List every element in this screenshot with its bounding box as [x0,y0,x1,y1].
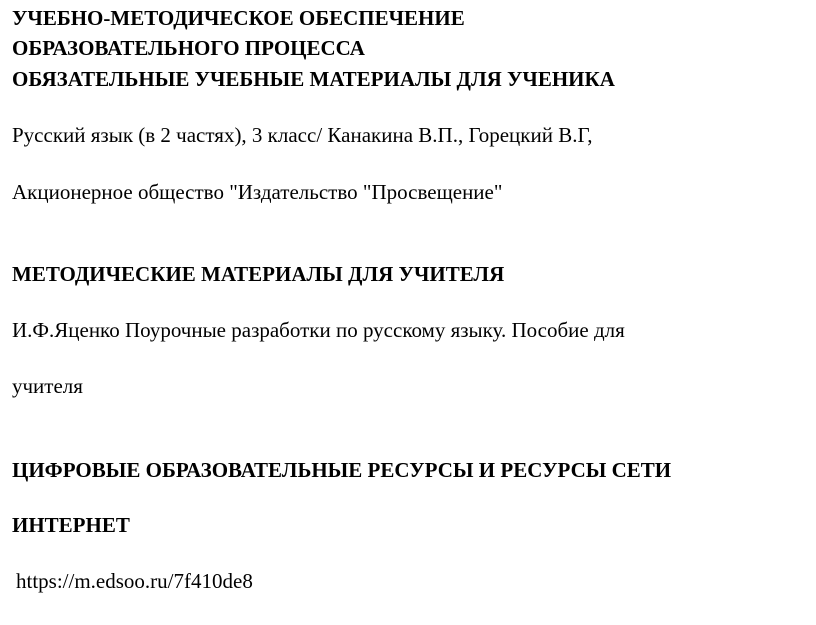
student-textbook-line-2: Акционерное общество "Издательство "Просвещение" [12,180,503,204]
teacher-materials-heading: МЕТОДИЧЕСКИЕ МАТЕРИАЛЫ ДЛЯ УЧИТЕЛЯ [12,262,505,286]
digital-resources-heading-line-1: ЦИФРОВЫЕ ОБРАЗОВАТЕЛЬНЫЕ РЕСУРСЫ И РЕСУРСЫ СЕТИ [12,458,672,482]
teacher-material-line-2: учителя [12,374,83,398]
section-heading-line-2: ОБРАЗОВАТЕЛЬНОГО ПРОЦЕССА [12,36,365,60]
teacher-material-line-1: И.Ф.Яценко Поурочные разработки по русскому языку. Пособие для [12,318,625,342]
student-materials-heading: ОБЯЗАТЕЛЬНЫЕ УЧЕБНЫЕ МАТЕРИАЛЫ ДЛЯ УЧЕНИКА [12,67,615,91]
student-textbook-line-1: Русский язык (в 2 частях), 3 класс/ Канакина В.П., Горецкий В.Г, [12,123,593,147]
digital-resources-heading-line-2: ИНТЕРНЕТ [12,513,130,537]
resource-link[interactable]: https://m.edsoo.ru/7f410de8 [16,569,253,593]
section-heading-line-1: УЧЕБНО-МЕТОДИЧЕСКОЕ ОБЕСПЕЧЕНИЕ [12,6,465,30]
